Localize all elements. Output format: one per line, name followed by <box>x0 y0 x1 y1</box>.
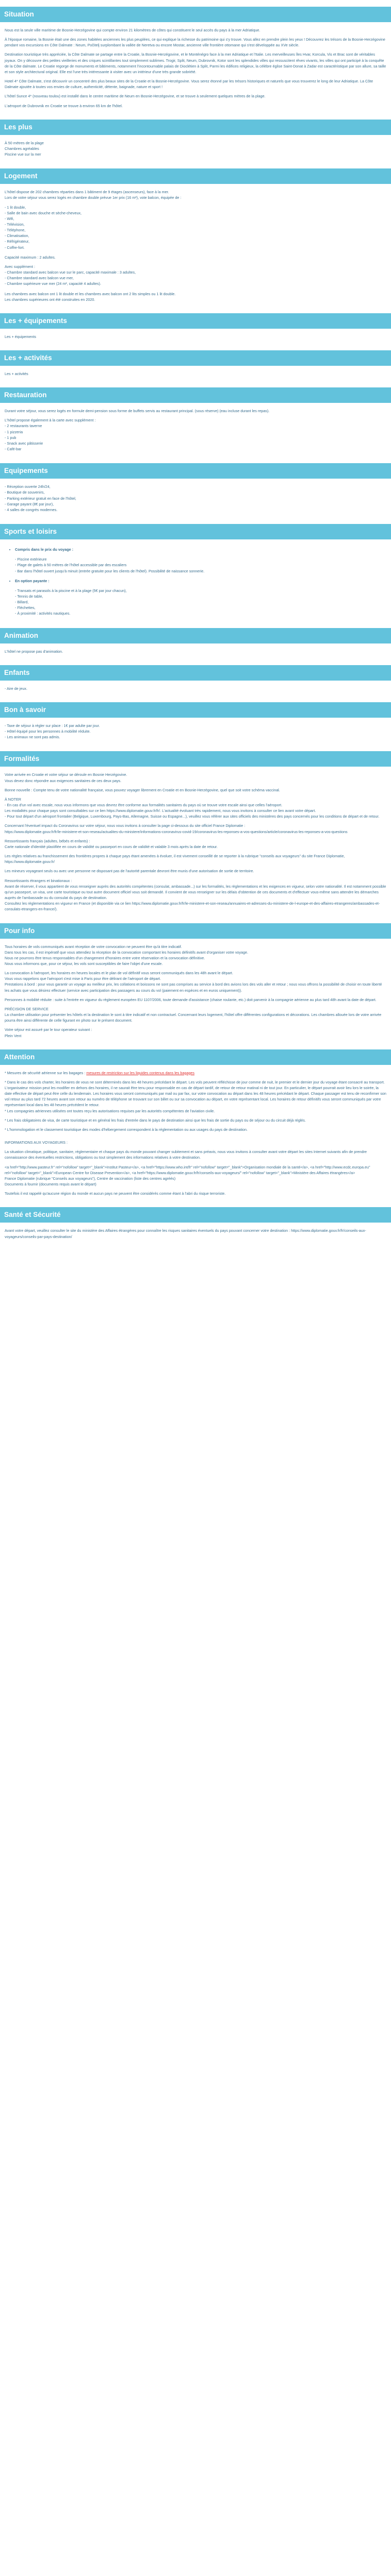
attention-paragraph: * Les frais obligatoires de visa, de carte touristique et en général les frais d'entrée dans le pays de destination ainsi que les frais de sortie du pays ou de séjour ou du circuit déjà réglés. <box>5 1117 306 1123</box>
list-item: - Hôtel équipé pour les personnes à mobilité réduite. <box>5 729 91 734</box>
animation-section <box>0 643 391 665</box>
attention-paragraph: La situation climatique, politique, sanitaire, réglementaire et chaque pays du monde pouvant changer subitement et sans préavis, nous vous invitons à consulter avant votre départ les sites Internet suivants afin de prendre connaissance des éventuelles restrictions, obligations ou tout simplement des informations relatives à votre destination. <box>5 1149 367 1160</box>
plus-heading: Les plus <box>0 120 391 135</box>
bon-heading: Bon à savoir <box>0 702 391 718</box>
restauration-paragraph: L'hôtel propose également à la carte avec supplément : <box>5 418 96 423</box>
situation-paragraph: Hotel 4* Côte Dalmate, s'est découvrir un concentré des plus beaux sites de la Croatie et la Bosnie-Herzégovine. Vous serez étonné par les trésors historiques et naturels que vous trouverez le long de leur Adriatique. La Côte Dalmate ajoutée à toutes vos envies de culture, authenticité, détente, baignade, nature et sport ! <box>5 79 373 90</box>
enfants-heading: Enfants <box>0 665 391 681</box>
sports-section <box>0 539 391 628</box>
formalites-paragraph: Votre arrivée en Croatie et votre séjour se déroule en Bosnie Herzégovine. Vous devez donc répondre aux exigences sanitaires de ces deux pays. <box>5 772 127 783</box>
attention-paragraph: * L'hommologation et le classement touristique des modes d'hébergement correspondent à la réglementation ou aux usages du pays de destination. <box>5 1127 248 1132</box>
list-item: - 1 lit double, <box>5 205 26 210</box>
list-item: - Coffre-fort. <box>5 245 25 250</box>
sports-paid-list <box>15 578 386 584</box>
equipements-plus-heading: Les + équipements <box>0 313 391 329</box>
situation-paragraph: L'aéroport de Dubrovnik en Croatie se trouve à environ 65 km de l'hôtel. <box>5 103 123 108</box>
restauration-heading: Restauration <box>0 387 391 403</box>
attention-security-note <box>5 1070 386 1076</box>
sports-included-list <box>15 547 386 552</box>
logement-options-list <box>5 269 386 286</box>
list-item: Piscine vue sur la mer <box>5 152 41 157</box>
list-item: Chambres agréables <box>5 146 39 151</box>
enfants-text: - Aire de jeux. <box>5 686 27 691</box>
list-item: - Chambre standard avec balcon vue mer, <box>5 276 74 281</box>
pour-info-paragraph: Tous horaires de vols communiqués avant réception de votre convocation ne peuvent être qu'à titre indicatif. Dans tous les cas, il est impératif que vous attendiez la réception de la convocation comportant les horaires définitifs avant d'organiser votre voyage. Nous ne pourrons être tenus responsables d'un changement d'horaires entre votre réservation et la convocation définitive. Nous vous informons que, pour ce séjour, les vols sont susceptibles de faire l'objet d'une escale. <box>5 944 249 966</box>
logement-heading: Logement <box>0 168 391 184</box>
equipements-heading: Equipements <box>0 463 391 479</box>
logement-capacity: Capacité maximum : 2 adultes. <box>5 255 56 260</box>
list-item: - À proximité : activités nautiques. <box>15 611 71 616</box>
plus-section <box>0 135 391 168</box>
list-item: - Les animaux ne sont pas admis. <box>5 735 60 740</box>
animation-heading: Animation <box>0 628 391 643</box>
restauration-paragraph: Durant votre séjour, vous serez logés en formule demi-pension sous forme de buffets servis au restaurant principal. (sous réserve) (eau incluse durant les repas). <box>5 409 270 414</box>
bon-list <box>5 723 386 740</box>
list-item: - Télévision, <box>5 222 25 227</box>
restauration-section <box>0 403 391 463</box>
formalites-paragraph: Bonne nouvelle : Compte tenu de votre nationalité française, vous pouvez voyager librement en Croatie et en Bosnie-Herzégovine, quel que soit votre schéma vaccinal. <box>5 787 280 792</box>
list-item: - Taxe de séjour à régler sur place : 1€ par adulte par jour. <box>5 723 100 728</box>
pour-info-paragraph: La convocation à l'aéroport, les horaires en heures locales et le plan de vol définitif vous seront communiqués dans les 48h avant le départ. Vous vous rappelons que l'aéroport s'est mise à Paris pour être délirant de l'aéroport de départ. Prestations à bord : pour vous garantir un voyage au meilleur prix, les collations et boissons ne sont pas comprises au service à bord des avions lors des vols aller et retour ; nous vous offrons la possibilité de choisir en toute liberté les achats que vous désirez effectuer (service avec participation des passagers au cours du vol (paiement en espèces et en euros uniquement)). <box>5 971 382 993</box>
activites-plus-text: Les + activités <box>5 371 28 376</box>
enfants-section <box>0 681 391 702</box>
activites-plus-section <box>0 366 391 387</box>
pour-info-paragraph: Votre séjour est assuré par le tour operateur suivant : Plein Vent <box>5 1027 92 1038</box>
situation-paragraph: À l'époque romaine, la Bosnie était une des zones habitées anciennes les plus peuplées, ce qui explique la richesse du patrimoine qui s'y trouve. Vous allez en prendre plein les yeux ! Découvrez les trésors de la Bosnie-Herzégovine pendant vos excursions en Côte Dalmate : Neum, Počitelj surplombant la vallée de Neretva ou encore Mostar, ancienne ville frontière ottomane qui s'est développée au XVe siècle. <box>5 37 385 48</box>
equipements-plus-text: Les + équipements <box>5 334 36 339</box>
list-item: - Garage payant (8€ par jour), <box>5 501 54 506</box>
list-item: - Climatisation, <box>5 233 29 239</box>
logement-intro: L'hôtel dispose de 202 chambres réparties dans 1 bâtiment de 9 étages (ascenseurs), face à la mer. Lors de votre séjour vous serez logés en chambre double prévue 1er prix (16 m²), vote balcon, équipée de : <box>5 190 182 200</box>
formalites-paragraph: À NOTER - En cas d'un vol avec escale, nous vous informons que vous devrez être conforme aux formalités sanitaires du pays où se trouve votre escale ainsi que celles l'aéroport. Les modalités pour chaque pays sont consultables sur ce lien https://www.diplomatie.gouv.fr/fr/. L'actualité évoluant très rapidement, nous vous invitons à consulter ce lien avant votre départ. - Pour tout départ d'un aéroport frontalier (Belgique, Luxembourg, Pays-Bas, Allemagne, Suisse ou Espagne...), veuillez vous référer aux sites officiels des ministères des pays concernés pour les conditions de départ et de retour. <box>5 796 380 819</box>
list-item: - Boutique de souvenirs, <box>5 490 45 495</box>
activites-plus-heading: Les + activités <box>0 350 391 366</box>
list-item: - Café-bar <box>5 447 22 452</box>
list-item: - Bar dans l'hôtel ouvert jusqu'à minuit (entrée gratuite pour les clients de l'hôtel). Possibilité de naissance sonnerie. <box>15 568 205 573</box>
attention-heading: Attention <box>0 1049 391 1065</box>
formalites-paragraph: Les mineurs voyageant seuls ou avec une personne ne disposant pas de l'autorité parentale devront être munis d'une autorisation de sortie de territoire. <box>5 869 254 874</box>
sports-included-heading: • Compris dans le prix du voyage : <box>15 547 386 552</box>
logement-options-intro: Avec supplément : <box>5 264 35 269</box>
equipements-section <box>0 479 391 524</box>
list-item: - Réfrigérateur, <box>5 239 29 244</box>
pour-info-paragraph: PRÉCISION DE SERVICE La chambre utilisation pour présenter les hôtels et la destination le sont à titre indicatif et non contractuel. Concernant leurs logement, l'hôtel offre différentes configurations et décorations. Les chambres allouée lors de votre arrivée pourra être ainsi différente de celle figurant en photo sur le présent document. <box>5 1006 382 1023</box>
list-item: - Téléphone, <box>5 228 26 233</box>
list-item: - 1 pub <box>5 435 17 440</box>
restauration-list <box>5 423 386 452</box>
plus-list <box>5 140 386 157</box>
list-item: - Tennis de table, <box>15 594 43 599</box>
pour-info-paragraph: Personnes à mobilité réduite : suite à l'entrée en vigueur du règlement européen EU 1107/2006, toute demande d'assistance (chaise roulante, etc.) doit parvenir à la compagnie aérienne au plus tard 48h avant la date de départ. <box>5 997 377 1002</box>
sports-paid-heading: • En option payante : <box>15 578 386 584</box>
list-item: - Snack avec pâtisserie <box>5 440 43 446</box>
liquids-restriction-link[interactable]: mesures de restriction sur les liquides contenus dans les bagages <box>86 1070 194 1075</box>
list-item: - Piscine extérieure <box>15 557 47 562</box>
situation-paragraph: Nous est la seule ville maritime de Bosnie-Herzégovine qui compte environ 21 kilomètres de côtes qui constituent le seul accès du pays à la mer Adriatique. <box>5 28 260 32</box>
formalites-paragraph: Concernant l'éventuel impact du Coronavirus sur votre séjour, nous vous invitons à consulter la page ci-dessous du site officiel France Diplomatie : https://www.diplomatie.gouv.fr/fr/le-ministere-et-son-reseau/actualites-du-ministere/informations-coronavirus-covid-19/coronavirus-les-reponses-a-vos-questions/article/coronavirus-les-reponses-a-vos-questions <box>5 823 348 834</box>
formalites-heading: Formalités <box>0 751 391 767</box>
list-item: - Salle de bain avec douche et sèche-cheveux, <box>5 210 82 215</box>
animation-text: L'hôtel ne propose pas d'animation. <box>5 649 63 654</box>
sports-included-items <box>15 556 386 573</box>
situation-paragraph: Destination touristique très appréciée, la Côte Dalmate se partage entre la Croatie, la Bosnie-Herzégovine, et le Monténégro face à la mer Adriatique et l'Italie. Les merveilleuses îles Hvar, Korcula, Vis et Brac sont de véritables joyaux. On y découvre des petites vieilleries et des criques scintillantes tout simplement sublimes. Trogir, Split, Neum, Dubrovnik, Kotor sont les splendides villes qui ressuscitent rêves vivants, les villes qui ont participé à la conquête de la Côte dalmate. Le Croatie regorge de monuments et bâtiments, notamment l'incontournable palais de Dioclétien à Split, Parmi les édifices religieux, la célèbre église Saint-Donat à Zadar est caractéristique par son allure, sa taille et son style architectural original. Elle est l'une très intéressante à visiter avec un intérieur d'une très grande sobriété. <box>5 52 386 74</box>
formalites-section <box>0 767 391 923</box>
pour-info-section <box>0 939 391 1049</box>
sports-paid-items <box>15 588 386 617</box>
logement-outro: Les chambres avec balcon ont 1 lit double et les chambres avec balcon ont 2 lits simples ou 1 lit double. Les chambres supérieures ont été construites en 2020. <box>5 291 176 302</box>
sante-section <box>0 1223 391 1250</box>
sante-heading: Santé et Sécurité <box>0 1207 391 1223</box>
sports-heading: Sports et loisirs <box>0 524 391 539</box>
equipements-plus-section <box>0 329 391 350</box>
list-item: - 1 pizzeria <box>5 429 23 434</box>
attention-section <box>0 1065 391 1208</box>
attention-security-label: * Mesures de sécurité aérienne sur les bagages : <box>5 1070 86 1075</box>
pour-info-heading: Pour info <box>0 923 391 939</box>
list-item: - 2 restaurants taverne <box>5 423 42 429</box>
attention-paragraph: Toutefois il est rappelé qu'aucune région du monde et aucun pays ne peuvent être considérés comme étant à l'abri du risque terroriste. <box>5 1191 226 1196</box>
equipements-list <box>5 484 386 513</box>
bon-section <box>0 718 391 751</box>
list-item: - 4 salles de congrès modernes. <box>5 507 58 512</box>
formalites-paragraph: Ressortissants français (adultes, bébés et enfants) : Carte nationale d'identité plastifiée en cours de validité ou passeport en cours de validité et valable 3 mois après la date de retour. <box>5 838 218 849</box>
attention-paragraph: * Dans le cas des vols charter, les horaires de vous ne sont déterminés dans les 48 heures précédant le départ. Les vols peuvent réfléchisse de jour comme de nuit, le premier et le dernier jour du voyage étant consacré au transport. L'organisateur mission peut les modifier en dehors des horaires, il ne saurait être tenu pour responsable en cas de départ tardif, de retour de retour matinal ni de tout jour. En particulier, le départ pourrait avoir lieu lors le soirée, la date effective de départ peut être celle du lendemain. Les horaires vous seront communiqués par mail ou par fax, sur votre convocation au départ dans les 48 heures précédant le départ. Chaque passager est tenu de reconfirmer son vol retour au plus tard 72 heures avant son retour au numéro de téléphone se trouvant sur son billet ou sur sa convocation au départ, en votre représentant local. Les horaires de retour définitifs vous seront communiqués par votre représentant local dans les 48 heures précédent le retour. * Les compagnies aériennes utilisées ont toutes reçu les autorisations requises par les autorités compétentes de l'aviation civile. <box>5 1079 386 1113</box>
list-item: - Chambre supérieure vue mer (24 m², capacité 4 adultes). <box>5 281 101 286</box>
logement-section <box>0 184 391 313</box>
list-item: - Plage de galets à 50 mètres de l'hôtel accessible par des escaliers <box>15 563 127 568</box>
list-item: - Parking extérieur gratuit en face de l'hôtel, <box>5 496 76 501</box>
formalites-paragraph: Ressortissants étrangers et binationaux : Avant de réserver, il vous appartient de vous renseigner auprès des autorités compétentes (consulat, ambassade...) sur les formalités, les règlementations et les exigences en vigueur, selon votre nationalité. Il est notamment possible qu'un passeport, un visa, une carte touristique ou tout autre document officiel vous soit demandé. Il convient de vous renseigner sur les délais d'obtention de ces documents et d'effectuer vous-même sans attendre les démarches auprès de l'ambassade ou du consulat du pays de destination. Consultez les règlementations en vigueur en France (et disponible via ce lien https://www.diplomatie.gouv.fr/fr/le-ministere-et-son-reseau/annuaires-et-adresses-du-ministere-de-l-europe-et-des-affaires-etrangeres/ambassades-et-consulats-etrangers-en-france/). <box>5 878 386 912</box>
list-item: - Fléchettes, <box>15 605 36 611</box>
situation-heading: Situation <box>0 7 391 22</box>
list-item: - Wifi, <box>5 216 14 221</box>
situation-paragraph: L'hôtel Sunce 4* (nouveau toulou) est installé dans le centre maritime de Neum en Bosnie-Herzégovine, et se trouve à seulement quelques mètres de la plage. <box>5 94 266 99</box>
list-item: - Chambre standard avec balcon vue sur le parc, capacité maximale : 3 adultes, <box>5 270 136 275</box>
list-item: - Transats et parasols à la piscine et à la plage (5€ par jour chacun), <box>15 588 127 593</box>
logement-equipment-list <box>5 205 386 250</box>
list-item: À 50 mètres de la plage <box>5 140 44 145</box>
attention-links-text: <a href="http://www.pasteur.fr" rel="nofollow" target="_blank">Institut Pasteur</a>, <a href="https://www.who.int/fr" rel="nofollow" target="_blank">Organisation mondiale de la santé</a>, <a href="http://www.ecdc.europa.eu" rel="nofollow" target="_blank">European Centre for Disease Prevention</a>, <a href="https://www.diplomatie.gouv.fr/fr/conseils-aux-voyageurs/" rel="nofollow" target="_blank">Ministère des Affaires étrangères</a> France Diplomatie (rubrique "Conseils aux voyageurs"), Centre de vaccination (liste des centres agréés) Documents à fournir (documents requis avant le départ) <box>5 1164 370 1187</box>
sante-text: Avant votre départ, veuillez consulter le site du ministère des Affaires étrangères pour connaître les risques sanitaires éventuels du pays pouvant concerner votre destination : https://www.diplomatie.gouv.fr/fr/conseils-aux-voyageurs/conseils-par-pays-destination/ <box>5 1228 366 1239</box>
list-item: - Billard, <box>15 600 29 605</box>
attention-info-heading: INFORMATIONS AUX VOYAGEURS : <box>5 1140 68 1145</box>
formalites-paragraph: Les règles relatives au franchissement des frontières propres à chaque pays étant amenées à évoluer, il est vivement conseillé de se reporter à la rubrique "conseils aux voyageurs" du site France Diplomatie, https://www.diplomatie.gouv.fr/ <box>5 854 345 865</box>
situation-section <box>0 22 391 120</box>
list-item: - Réception ouverte 24h/24, <box>5 484 51 489</box>
